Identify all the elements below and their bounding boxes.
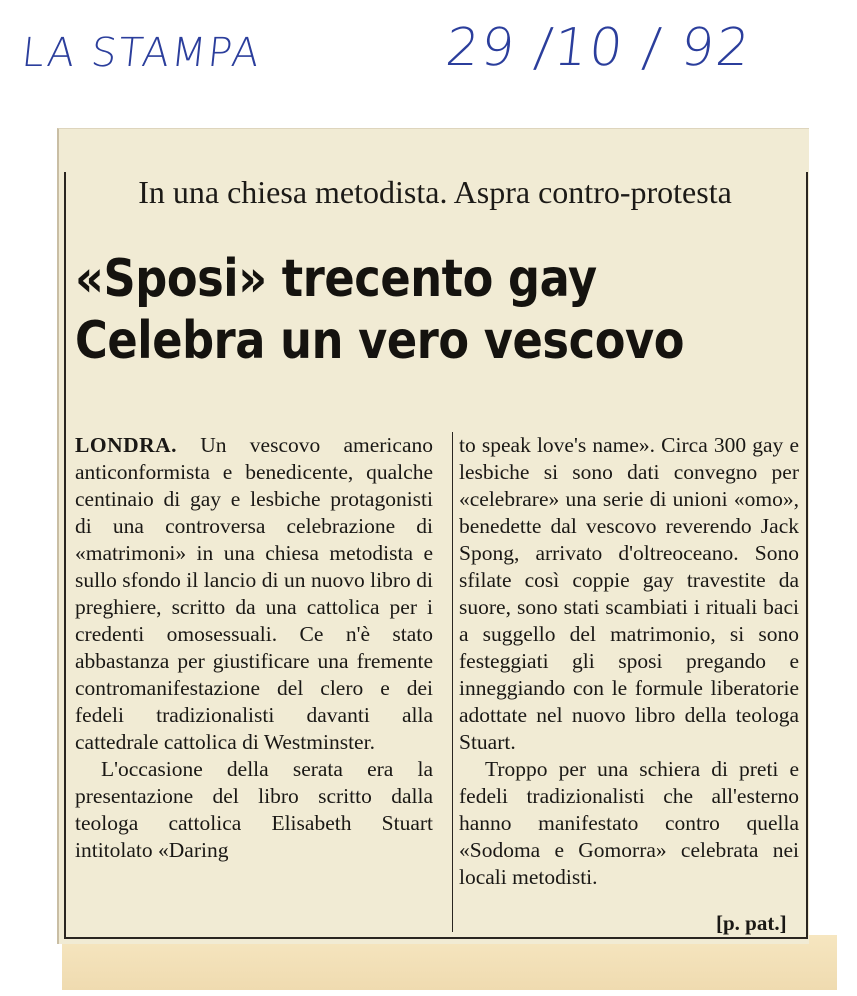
- handwritten-source: LA STAMPA: [19, 30, 264, 76]
- handwritten-date: 29 /10 / 92: [442, 18, 755, 78]
- author-signature: [p. pat.]: [716, 911, 787, 935]
- column-divider: [452, 432, 453, 932]
- paragraph: to speak love's name». Circa 300 gay e lesbiche si sono dati convegno per «celebrare» una serie di unioni «omo», benedette dal vescovo reverendo Jack Spong, arrivato d'oltreoceano. Sono sfilate così coppie gay travestite da suore, sono stati scambiati i rituali baci a suggello del matrimonio, si sono festeggiati gli sposi pregando e inneggiando con le formule liberatorie adottate nel nuovo libro della teologa Stuart.: [459, 433, 799, 754]
- headline-line-1: «Sposi» trecento gay: [75, 249, 597, 309]
- paragraph: Troppo per una schiera di preti e fedeli tradizionalisti che all'esterno hanno manifestato contro quella «Sodoma e Gomorra» celebrata nei locali metodisti.: [459, 757, 799, 889]
- dateline: LONDRA.: [75, 433, 178, 457]
- article-column-left: [75, 432, 433, 864]
- headline-line-2: Celebra un vero vescovo: [75, 311, 685, 371]
- article-kicker: In una chiesa metodista. Aspra contro-protesta: [138, 174, 732, 210]
- handwritten-annotation: [18, 14, 818, 84]
- paragraph: L'occasione della serata era la presentazione del libro scritto dalla teologa cattolica Elisabeth Stuart intitolato «Daring: [75, 757, 433, 862]
- article-column-right: [459, 432, 799, 891]
- paragraph-text: Un vescovo americano anticonformista e benedicente, qualche centinaio di gay e lesbiche protagonisti di una controversa celebrazione di «matrimoni» in una chiesa metodista e sullo sfondo il lancio di un nuovo libro di preghiere, scritto da una cattolica per i credenti omosessuali. Ce n'è stato abbastanza per giustificare una fremente contromanifestazione del clero e dei fedeli tradizionalisti davanti alla cattedrale cattolica di Westminster.: [75, 433, 433, 754]
- article-headline: [75, 248, 694, 372]
- paragraph: [75, 432, 433, 756]
